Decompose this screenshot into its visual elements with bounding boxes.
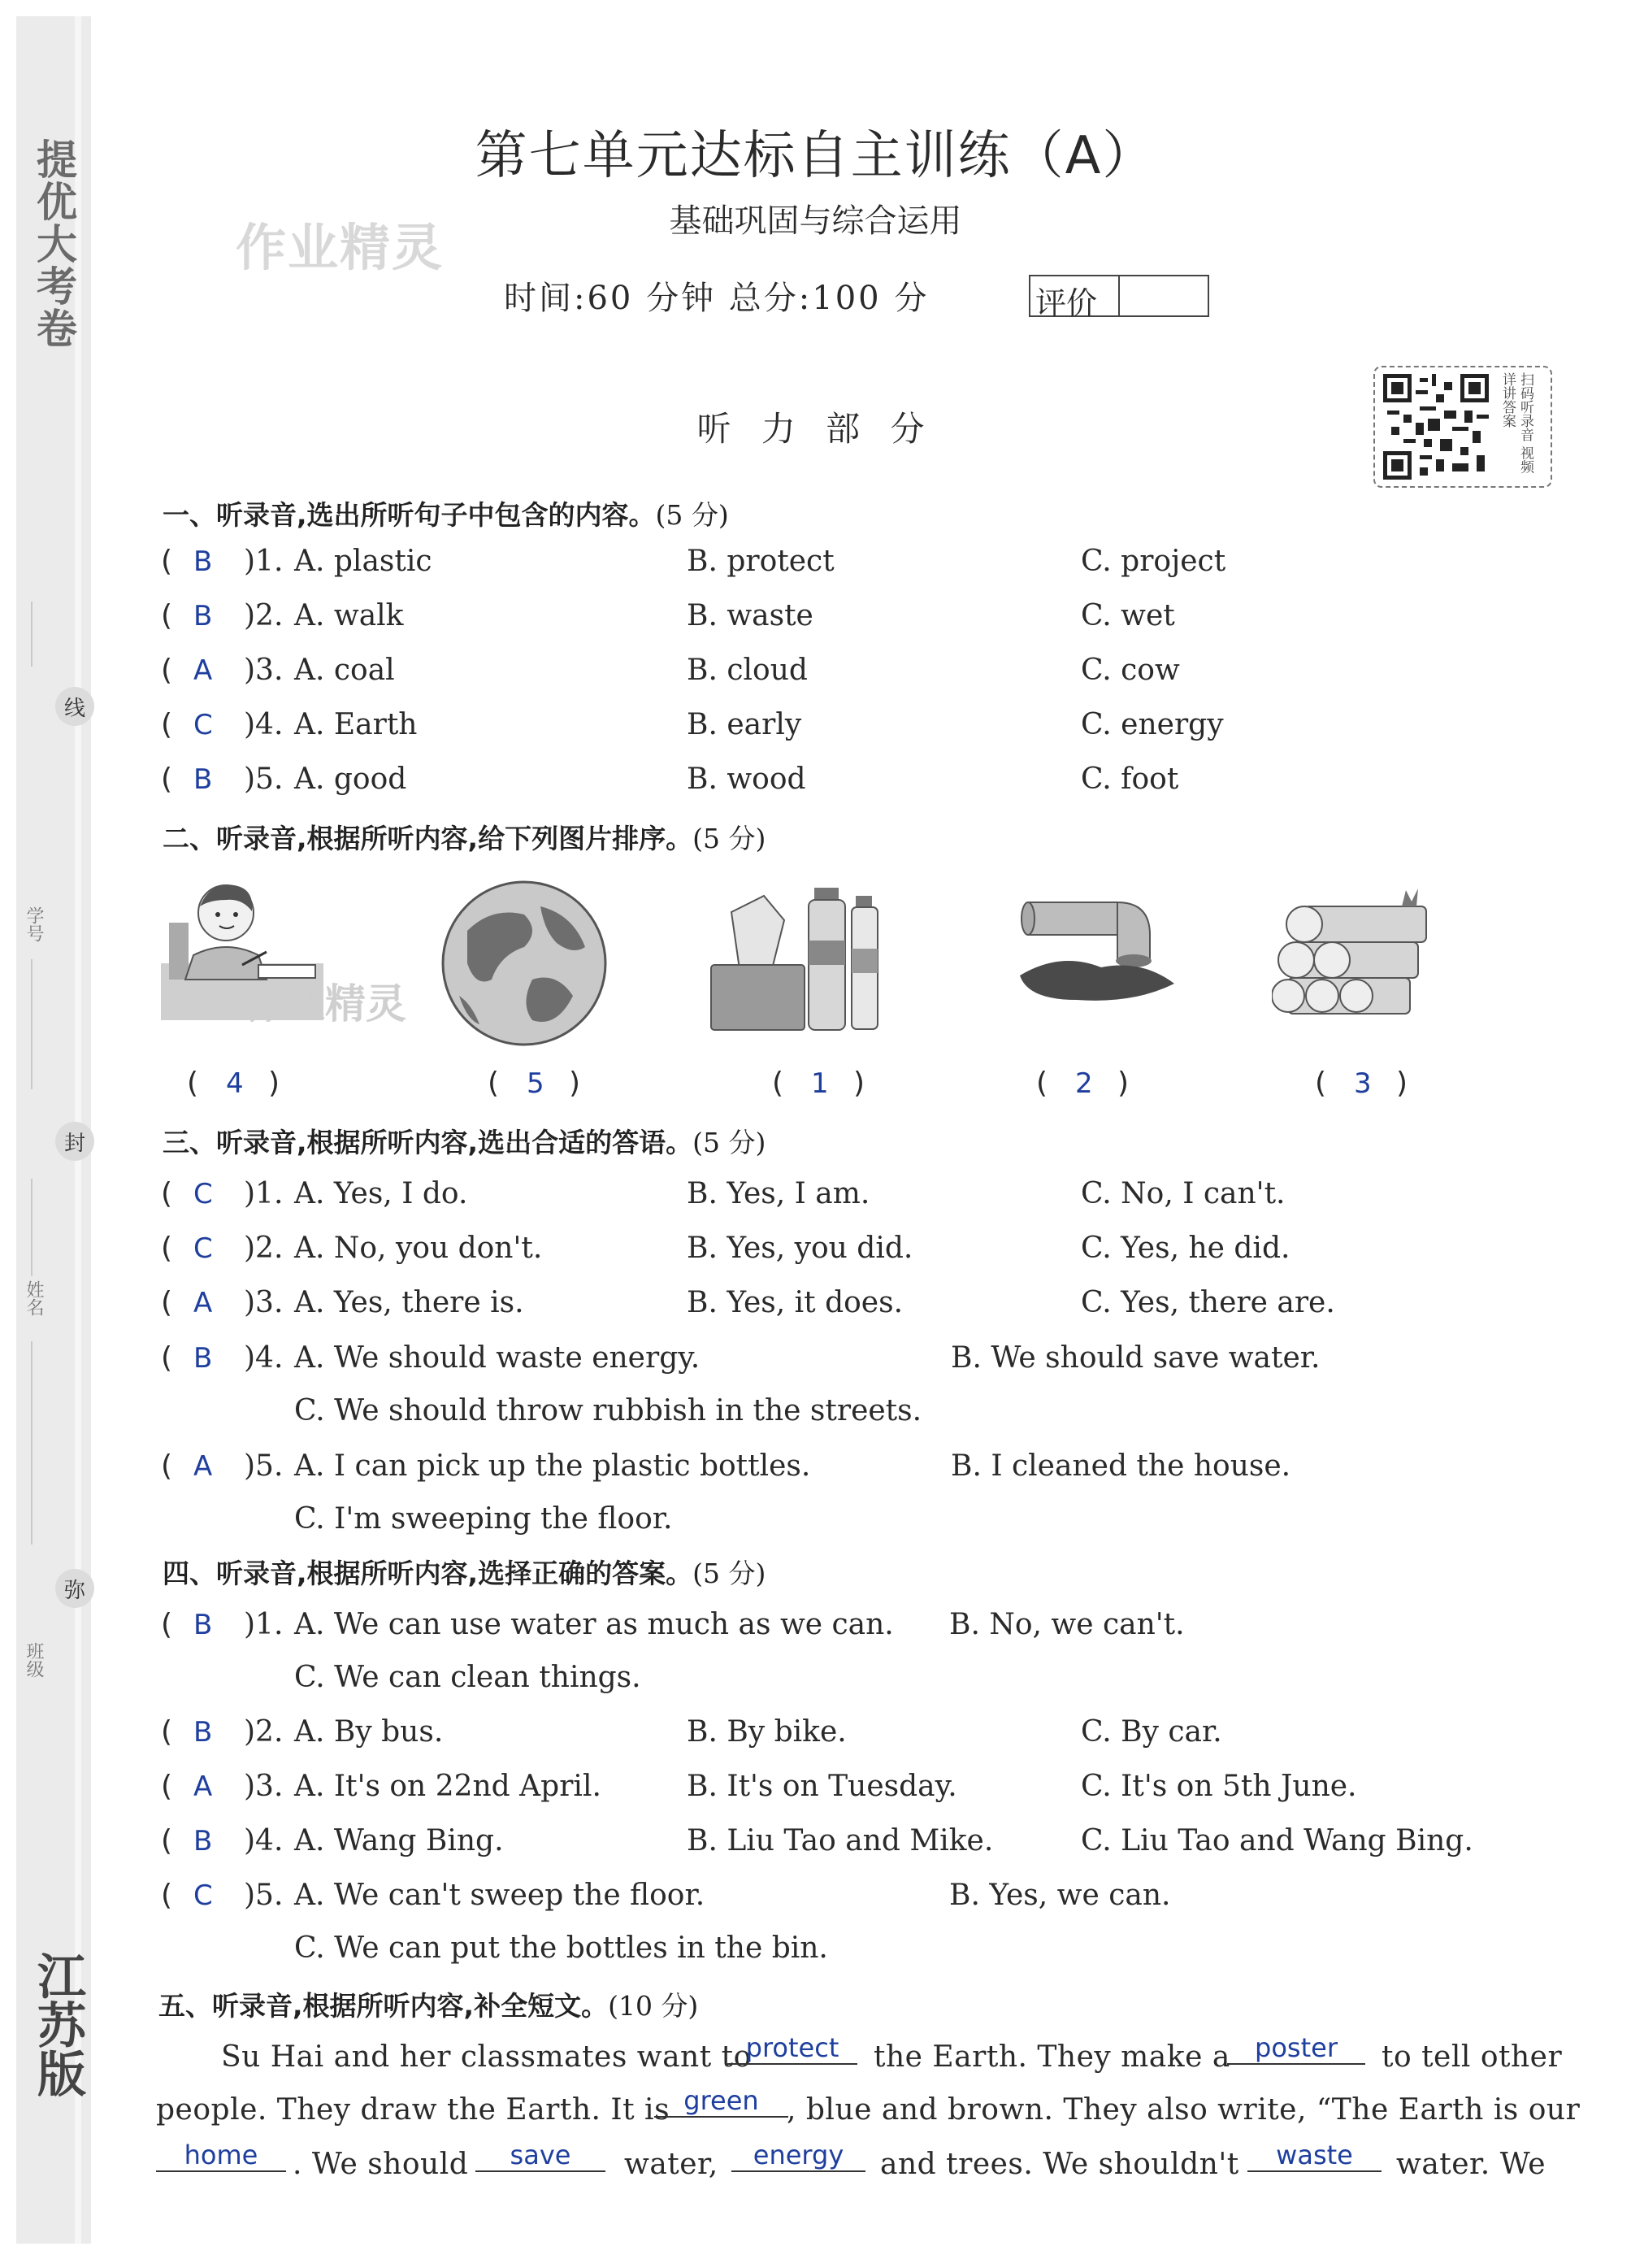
passage-line-1a: Su Hai and her classmates want to <box>221 2040 752 2074</box>
option-c[interactable]: C. We can put the bottles in the bin. <box>294 1931 828 1965</box>
option-b[interactable]: B. protect <box>687 545 835 578</box>
time-score-info: 时间:60 分钟 总分:100 分 <box>504 280 930 317</box>
option-a[interactable]: A. Yes, I do. <box>294 1177 468 1210</box>
rank-answer[interactable]: 1 <box>811 1067 829 1100</box>
passage-line-1c: to tell other <box>1382 2040 1563 2074</box>
blank-green[interactable]: green <box>654 2085 788 2118</box>
option-b[interactable]: B. Yes, we can. <box>949 1879 1171 1912</box>
answer-paren-open: ( <box>161 763 173 796</box>
answer-choice[interactable]: B <box>193 763 213 796</box>
section4-heading-text: 四、听录音,根据所听内容,选择正确的答案。 <box>163 1558 693 1589</box>
rank-paren-close: ) <box>1117 1067 1130 1100</box>
option-a[interactable]: A. We should waste energy. <box>294 1341 701 1375</box>
option-c[interactable]: C. No, I can't. <box>1081 1177 1286 1210</box>
page-subtitle: 基础巩固与综合运用 <box>669 202 962 240</box>
option-c[interactable]: C. cow <box>1081 654 1180 687</box>
question-number: )4. <box>244 1824 284 1857</box>
question-number: )5. <box>244 1879 284 1912</box>
option-b[interactable]: B. I cleaned the house. <box>951 1449 1291 1483</box>
answer-choice[interactable]: B <box>193 1609 213 1641</box>
section2-heading <box>163 818 766 856</box>
question-number: )2. <box>244 1715 284 1749</box>
wood-logs-picture <box>1272 874 1451 1036</box>
seal-close: 弥 <box>55 1569 94 1608</box>
rank-paren-close: ) <box>268 1067 280 1100</box>
answer-choice[interactable]: A <box>193 1771 213 1803</box>
rank-paren-open: ( <box>488 1067 500 1100</box>
option-b[interactable]: B. By bike. <box>687 1715 847 1749</box>
watermark-overlay: 作业精灵 <box>244 980 406 1028</box>
option-c[interactable]: C. Liu Tao and Wang Bing. <box>1081 1824 1473 1857</box>
listening-section-title: 听 力 部 分 <box>696 409 935 449</box>
section1-points: (5 分) <box>655 499 729 531</box>
option-c[interactable]: C. It's on 5th June. <box>1081 1770 1357 1803</box>
option-b[interactable]: B. early <box>687 708 802 741</box>
series-brand: 提优大考卷 <box>30 138 77 350</box>
answer-choice[interactable]: A <box>193 1287 213 1319</box>
section5-points: (10 分) <box>608 1990 699 2022</box>
blank-energy[interactable]: energy <box>731 2140 865 2172</box>
option-b[interactable]: B. waste <box>687 599 813 632</box>
field-label-id: 学号 <box>24 906 44 942</box>
option-a[interactable]: A. good <box>294 763 407 796</box>
answer-paren-open: ( <box>161 1879 173 1912</box>
question-number: )1. <box>244 1177 284 1210</box>
section3-points: (5 分) <box>692 1127 766 1158</box>
option-a[interactable]: A. coal <box>294 654 395 687</box>
rank-paren-open: ( <box>187 1067 199 1100</box>
answer-choice[interactable]: C <box>193 1232 213 1265</box>
question-number: )1. <box>244 545 284 578</box>
option-a[interactable]: A. We can't sweep the floor. <box>294 1879 705 1912</box>
rank-paren-close: ) <box>1396 1067 1408 1100</box>
question-number: )3. <box>244 1286 284 1319</box>
option-b[interactable]: B. Yes, you did. <box>687 1232 913 1265</box>
passage-line-1b: the Earth. They make a <box>874 2040 1230 2074</box>
option-b[interactable]: B. Yes, it does. <box>687 1286 904 1319</box>
field-label-name: 姓名 <box>24 1280 44 1316</box>
option-c[interactable]: C. I'm sweeping the floor. <box>294 1502 673 1536</box>
option-a[interactable]: A. walk <box>294 599 404 632</box>
question-number: )4. <box>244 1341 284 1375</box>
binding-line <box>31 1341 33 1545</box>
question-number: )5. <box>244 763 284 796</box>
option-b[interactable]: B. Yes, I am. <box>687 1177 870 1210</box>
section2-heading-text: 二、听录音,根据所听内容,给下列图片排序。 <box>163 823 693 854</box>
option-b[interactable]: B. It's on Tuesday. <box>687 1770 957 1803</box>
section5-heading <box>158 1985 698 2023</box>
rank-answer[interactable]: 2 <box>1075 1067 1093 1100</box>
rank-paren-open: ( <box>1315 1067 1327 1100</box>
answer-choice[interactable]: C <box>193 1879 213 1912</box>
answer-paren-open: ( <box>161 654 173 687</box>
answer-choice[interactable]: C <box>193 1178 213 1210</box>
rank-paren-close: ) <box>853 1067 865 1100</box>
answer-paren-open: ( <box>161 1341 173 1375</box>
answer-choice[interactable]: B <box>193 1825 213 1857</box>
question-number: )3. <box>244 654 284 687</box>
option-c[interactable]: C. Yes, there are. <box>1081 1286 1335 1319</box>
answer-paren-open: ( <box>161 1824 173 1857</box>
section3-heading <box>163 1122 766 1160</box>
rank-paren-open: ( <box>772 1067 784 1100</box>
answer-choice[interactable]: B <box>193 1716 213 1749</box>
option-b[interactable]: B. No, we can't. <box>949 1608 1185 1641</box>
answer-choice[interactable]: A <box>193 1450 213 1483</box>
question-number: )5. <box>244 1449 284 1483</box>
option-b[interactable]: B. wood <box>687 763 806 796</box>
option-c[interactable]: C. Yes, he did. <box>1081 1232 1290 1265</box>
answer-paren-open: ( <box>161 545 173 578</box>
question-number: )3. <box>244 1770 284 1803</box>
option-b[interactable]: B. We should save water. <box>951 1341 1321 1375</box>
answer-paren-open: ( <box>161 1715 173 1749</box>
earth-picture <box>435 874 614 1053</box>
option-c[interactable]: C. wet <box>1081 599 1175 632</box>
answer-paren-open: ( <box>161 1770 173 1803</box>
blank-waste[interactable]: waste <box>1247 2140 1382 2172</box>
rank-answer[interactable]: 3 <box>1354 1067 1372 1100</box>
option-a[interactable]: A. Earth <box>294 708 418 741</box>
section4-points: (5 分) <box>692 1558 766 1589</box>
option-c[interactable]: C. By car. <box>1081 1715 1222 1749</box>
option-c[interactable]: C. We should throw rubbish in the streets. <box>294 1394 922 1427</box>
option-a[interactable]: A. We can use water as much as we can. <box>294 1608 894 1641</box>
answer-paren-open: ( <box>161 1449 173 1483</box>
qr-caption: 扫码听录音 视频详讲答案 <box>1499 372 1533 474</box>
blank-save[interactable]: save <box>475 2140 605 2172</box>
option-a[interactable]: A. I can pick up the plastic bottles. <box>294 1449 811 1483</box>
seal-seal: 封 <box>55 1122 94 1161</box>
question-number: )1. <box>244 1608 284 1641</box>
section1-heading-text: 一、听录音,选出所听句子中包含的内容。 <box>163 499 656 531</box>
evaluation-divider <box>1118 276 1120 315</box>
plastic-waste-picture <box>707 871 910 1034</box>
passage-line-2b: , blue and brown. They also write, “The Earth is our <box>787 2093 1581 2127</box>
answer-paren-open: ( <box>161 1177 173 1210</box>
answer-paren-open: ( <box>161 599 173 632</box>
question-number: )2. <box>244 599 284 632</box>
evaluation-box[interactable] <box>1029 275 1209 321</box>
passage-line-3c: and trees. We shouldn't <box>880 2148 1239 2181</box>
passage-line-2a: people. They draw the Earth. It is <box>156 2093 670 2127</box>
answer-paren-open: ( <box>161 708 173 741</box>
section1-heading <box>163 494 729 532</box>
answer-paren-open: ( <box>161 1232 173 1265</box>
publisher-mark: 江苏版 <box>29 1951 86 2097</box>
rank-answer[interactable]: 5 <box>527 1067 544 1100</box>
passage-line-3a: . We should <box>293 2148 469 2181</box>
blank-protect[interactable]: protect <box>727 2032 857 2065</box>
answer-choice[interactable]: B <box>193 545 213 578</box>
section2-points: (5 分) <box>692 823 766 854</box>
option-a[interactable]: A. By bus. <box>294 1715 444 1749</box>
watermark: 作业精灵 <box>236 218 445 277</box>
section5-heading-text: 五、听录音,根据所听内容,补全短文。 <box>158 1990 609 2022</box>
section3-heading-text: 三、听录音,根据所听内容,选出合适的答语。 <box>163 1127 693 1158</box>
option-a[interactable]: A. It's on 22nd April. <box>294 1770 601 1803</box>
option-b[interactable]: B. Liu Tao and Mike. <box>687 1824 994 1857</box>
option-a[interactable]: A. No, you don't. <box>294 1232 543 1265</box>
binding-line <box>31 959 33 1089</box>
binding-line <box>31 602 33 667</box>
blank-home[interactable]: home <box>156 2140 286 2172</box>
polluted-pipe-picture <box>1012 886 1182 1008</box>
evaluation-label: 评价 <box>1035 285 1098 321</box>
rank-paren-open: ( <box>1036 1067 1048 1100</box>
answer-choice[interactable]: B <box>193 1342 213 1375</box>
question-number: )4. <box>244 708 284 741</box>
answer-choice[interactable]: C <box>193 709 213 741</box>
option-a[interactable]: A. Wang Bing. <box>294 1824 504 1857</box>
seal-line: 线 <box>55 687 94 726</box>
section4-heading <box>163 1553 766 1591</box>
passage-line-3d: water. We <box>1396 2148 1546 2181</box>
answer-paren-open: ( <box>161 1608 173 1641</box>
page-title: 第七单元达标自主训练（A） <box>475 126 1156 186</box>
option-c[interactable]: C. foot <box>1081 763 1179 796</box>
option-c[interactable]: C. project <box>1081 545 1226 578</box>
option-b[interactable]: B. cloud <box>687 654 808 687</box>
option-a[interactable]: A. plastic <box>294 545 432 578</box>
field-label-class: 班级 <box>24 1642 44 1678</box>
rank-paren-close: ) <box>569 1067 581 1100</box>
question-number: )2. <box>244 1232 284 1265</box>
answer-choice[interactable]: A <box>193 654 213 687</box>
blank-poster[interactable]: poster <box>1227 2032 1365 2065</box>
option-c[interactable]: C. We can clean things. <box>294 1661 641 1694</box>
answer-choice[interactable]: B <box>193 600 213 632</box>
option-c[interactable]: C. energy <box>1081 708 1224 741</box>
passage-line-3b: water, <box>624 2148 718 2181</box>
option-a[interactable]: A. Yes, there is. <box>294 1286 524 1319</box>
binding-line <box>31 1179 33 1276</box>
answer-paren-open: ( <box>161 1286 173 1319</box>
rank-answer[interactable]: 4 <box>226 1067 244 1100</box>
